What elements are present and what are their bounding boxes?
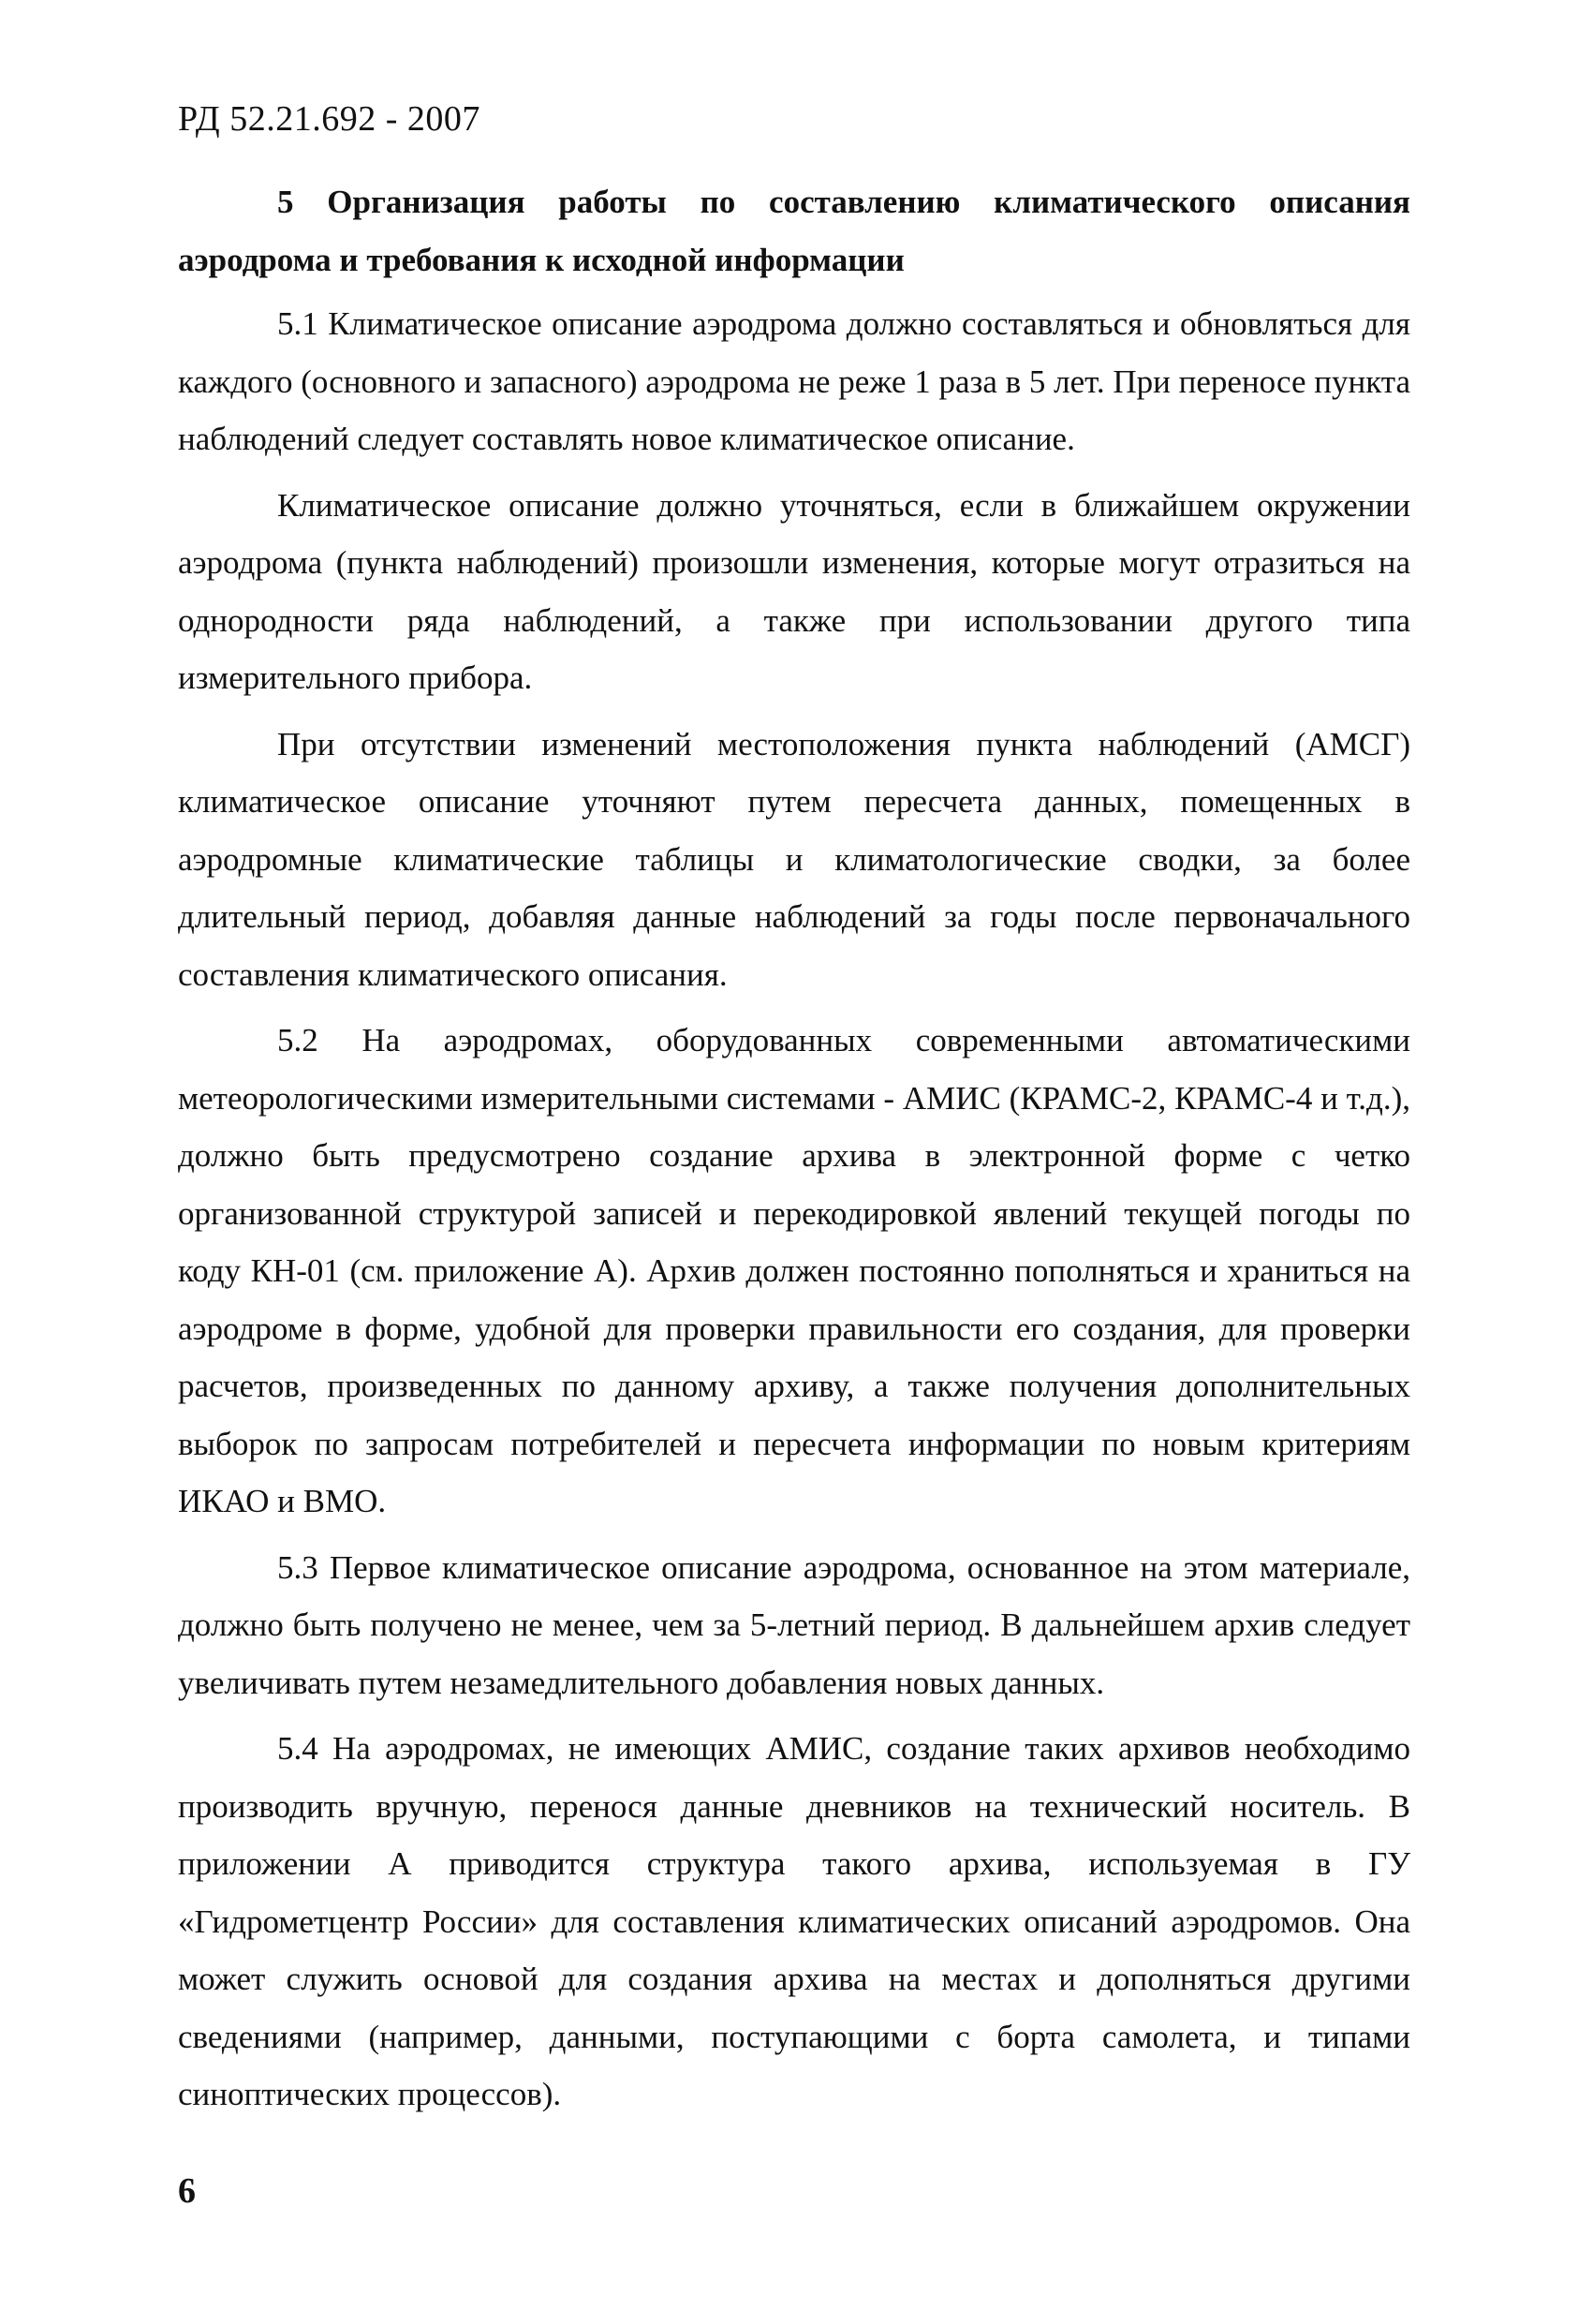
paragraph-5-2: 5.2 На аэродромах, оборудованных современными автоматическими метеорологическими измерительными системами - АМИС (КРАМС-2, КРАМС-4 и т.д.), должно быть предусмотрено создание архива в электронной форме с четко организованной структурой записей и перекодировкой явлений текущей погоды по коду КН-01 (см. приложение А). Архив должен постоянно пополняться и храниться на аэродроме в форме, удобной для проверки правильности его создания, для проверки расчетов, произведенных по данному архиву, а также получения дополнительных выборок по запросам потребителей и пересчета информации по новым критериям ИКАО и ВМО. (178, 1022, 1410, 1519)
paragraph-5-1-no-changes: При отсутствии изменений местоположения пункта наблюдений (АМСГ) климатическое описание уточняют путем пересчета данных, помещенных в аэродромные климатические таблицы и климатологические сводки, за более длительный период, добавляя данные наблюдений за годы после первоначального составления климатического описания. (178, 725, 1410, 993)
paragraph-5-4: 5.4 На аэродромах, не имеющих АМИС, создание таких архивов необходимо производить вручную, перенося данные дневников на технический носитель. В приложении А приводится структура такого архива, используемая в ГУ «Гидрометцентр России» для составления климатических описаний аэродромов. Она может служить основой для создания архива на местах и дополняться другими сведениями (например, данными, поступающими с борта самолета, и типами синоптических процессов). (178, 1730, 1410, 2112)
paragraph-5-1: 5.1 Климатическое описание аэродрома должно составляться и обновляться для каждого (основного и запасного) аэродрома не реже 1 раза в 5 лет. При переносе пункта наблюдений следует составлять новое климатическое описание. (178, 305, 1411, 457)
page-number: 6 (178, 2171, 196, 2211)
document-code: РД 52.21.692 - 2007 (178, 99, 480, 139)
document-body (178, 173, 1410, 2124)
paragraph-5-1-refinement: Климатическое описание должно уточняться, если в ближайшем окружении аэродрома (пункта наблюдений) произошли изменения, которые могут отразиться на однородности ряда наблюдений, а также при использовании другого типа измерительного прибора. (178, 486, 1410, 696)
paragraph-5-3: 5.3 Первое климатическое описание аэродрома, основанное на этом материале, должно быть получено не менее, чем за 5-летний период. В дальнейшем архив следует увеличивать путем незамедлительного добавления новых данных. (178, 1548, 1410, 1701)
section-title: 5 Организация работы по составлению климатического описания аэродрома и требования к исходной информации (178, 184, 1410, 278)
